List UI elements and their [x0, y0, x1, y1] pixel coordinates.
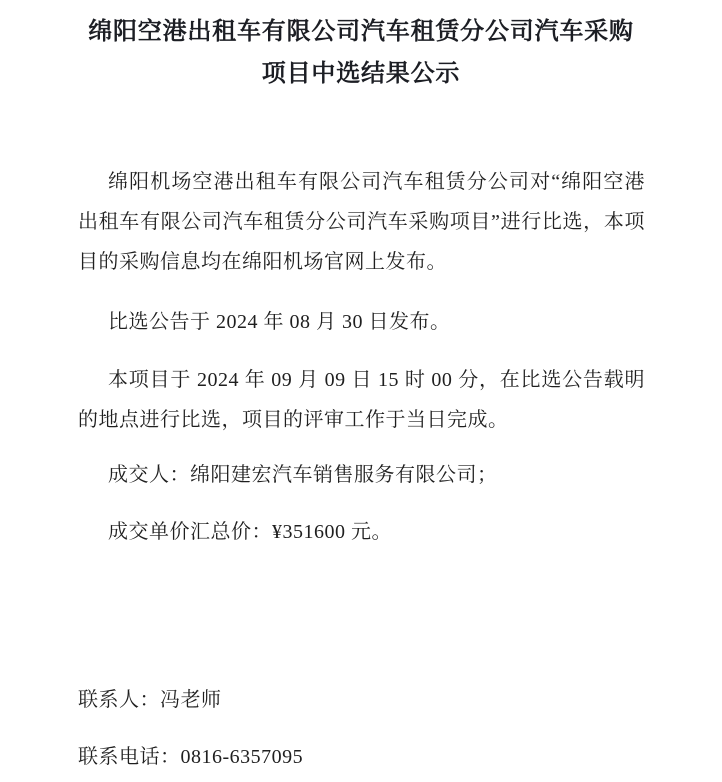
paragraph-project-intro: 绵阳机场空港出租车有限公司汽车租赁分公司对“绵阳空港出租车有限公司汽车租赁分公司汽车采购项目”进行比选，本项目的采购信息均在绵阳机场官网上发布。	[78, 171, 645, 273]
page-title-line-2: 项目中选结果公示	[261, 61, 461, 87]
contact-phone-line	[78, 737, 645, 777]
paragraph-total-price: 成交单价汇总价：¥351600 元。	[108, 521, 392, 543]
paragraph-winner: 成交人：绵阳建宏汽车销售服务有限公司；	[108, 464, 498, 486]
contact-person-label: 联系人：	[78, 689, 160, 711]
contact-person-value: 冯老师	[160, 689, 222, 711]
document-body	[78, 162, 645, 777]
page-title	[0, 0, 722, 95]
page-title-line-1: 绵阳空港出租车有限公司汽车租赁分公司汽车采购	[88, 19, 634, 45]
paragraph-notice-date: 比选公告于 2024 年 08 月 30 日发布。	[108, 311, 451, 333]
contact-phone-label: 联系电话：	[78, 746, 181, 768]
contact-phone-value: 0816-6357095	[180, 746, 304, 768]
contact-person-line	[78, 680, 645, 720]
contact-section	[78, 680, 645, 777]
paragraph-selection-process: 本项目于 2024 年 09 月 09 日 15 时 00 分，在比选公告载明的地点进行比选，项目的评审工作于当日完成。	[78, 369, 645, 431]
